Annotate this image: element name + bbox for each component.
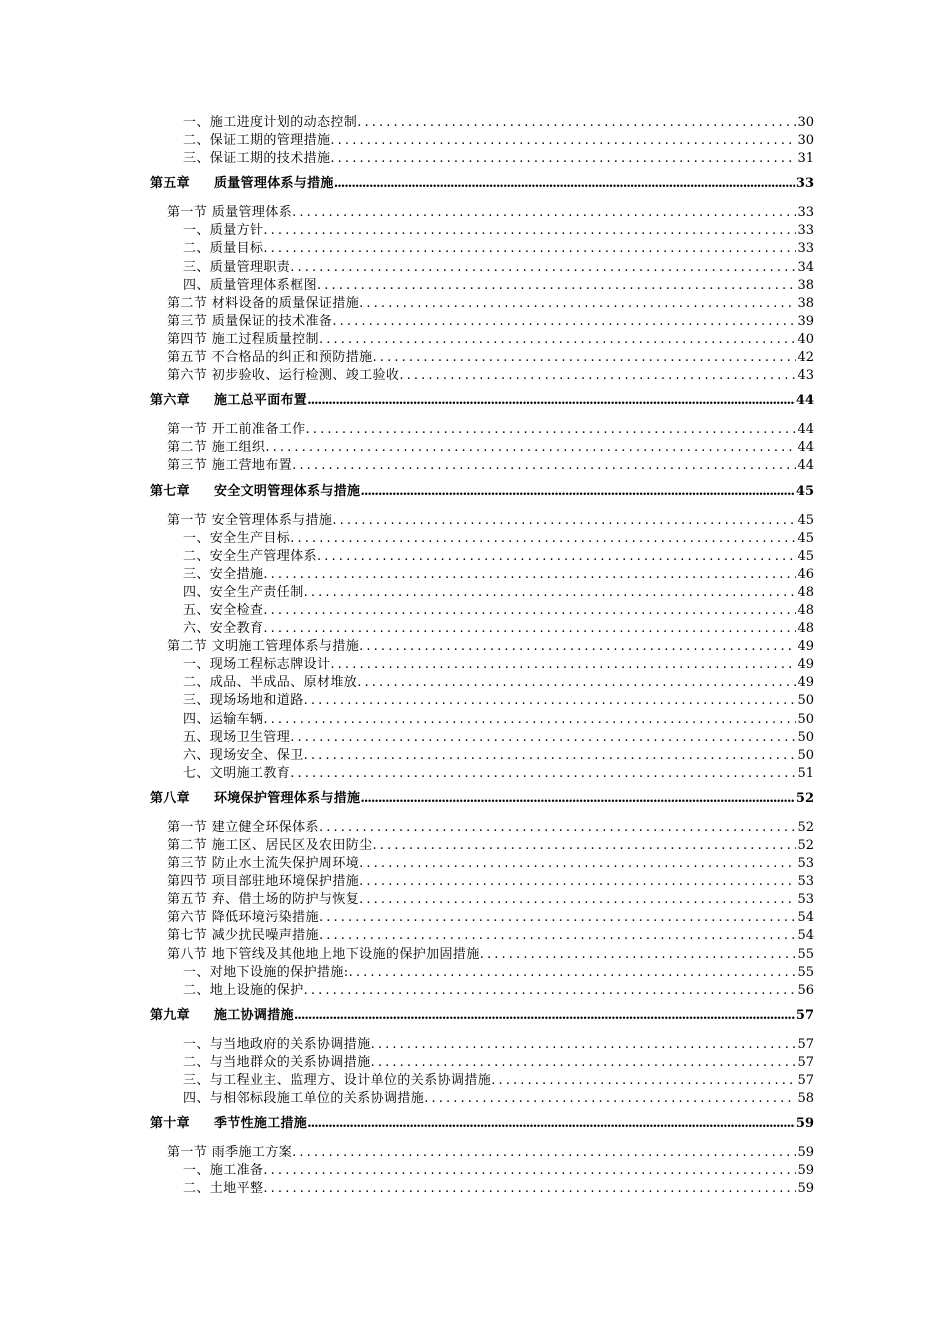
chapter-number: 第十章 [150,1116,190,1132]
dot-leader [332,512,796,530]
toc-entry-label: 第三节 施工营地布置 [167,458,293,474]
page-number: 59 [795,1116,814,1132]
toc-entry-label: 第一节 质量管理体系 [167,205,293,221]
toc-subsection[interactable] [150,259,814,277]
dot-leader [292,1144,796,1162]
page-number: 53 [797,892,814,908]
toc-subsection[interactable] [150,1162,814,1180]
toc-section[interactable] [150,638,814,656]
dot-leader [330,132,796,150]
chapter-number: 第六章 [150,393,190,409]
toc-entry-label: 第一节 安全管理体系与措施 [167,512,333,528]
dot-leader [359,873,796,891]
toc-entry-label: 第二节 材料设备的质量保证措施 [167,295,360,311]
dot-leader [263,240,796,258]
page-number: 44 [797,458,814,474]
toc-subsection[interactable] [150,1054,814,1072]
dot-leader [371,1036,797,1054]
chapter-heading [150,392,307,410]
toc-entry-label: 一、施工准备 [183,1163,264,1179]
toc-section[interactable] [150,819,814,837]
toc-entry-label: 四、与相邻标段施工单位的关系协调措施 [183,1091,425,1107]
toc-entry-label: 二、成品、半成品、原材堆放 [183,675,358,691]
page-number: 44 [797,422,814,438]
dot-leader [292,204,796,222]
toc-subsection[interactable] [150,1036,814,1054]
dot-leader [357,674,796,692]
toc-section[interactable] [150,855,814,873]
dot-leader [373,837,797,855]
chapter-heading [150,175,334,193]
dot-leader [294,1007,795,1025]
page-number: 31 [797,151,814,167]
toc-entry-label: 第二节 施工组织 [167,440,266,456]
dot-leader [334,175,795,193]
toc-section[interactable] [150,204,814,222]
toc-chapter[interactable] [150,175,814,193]
toc-entry-label: 三、现场场地和道路 [183,693,304,709]
dot-leader [292,457,796,475]
toc-section[interactable] [150,421,814,439]
page-number: 44 [795,393,814,409]
toc-entry-label: 一、质量方针 [183,223,264,239]
page-number: 59 [797,1145,814,1161]
page-number: 50 [797,729,814,745]
page-number: 33 [797,205,814,221]
page-number: 30 [797,133,814,149]
page-number: 39 [797,313,814,329]
toc-entry-label: 二、保证工期的管理措施 [183,133,331,149]
toc-subsection[interactable] [150,1072,814,1090]
dot-leader [304,982,797,1000]
toc-entry-label: 第一节 建立健全环保体系 [167,819,319,835]
page-number: 52 [797,838,814,853]
toc-section[interactable] [150,946,814,964]
toc-entry-label: 六、安全教育 [183,621,264,637]
page-number: 48 [797,584,814,600]
dot-leader [330,656,796,674]
toc-chapter[interactable] [150,1007,814,1025]
page-number: 53 [797,874,814,890]
dot-leader [317,277,796,295]
page-number: 34 [797,259,814,275]
page-number: 48 [797,621,814,637]
page-number: 49 [797,657,814,673]
toc-subsection[interactable] [150,602,814,620]
dot-leader [263,711,796,729]
page-number: 52 [797,819,814,835]
page-number: 55 [797,964,814,980]
toc-chapter[interactable] [150,392,814,410]
toc-section[interactable] [150,295,814,313]
page-number: 49 [797,675,814,691]
toc-subsection[interactable] [150,982,814,1000]
toc-section[interactable] [150,349,814,367]
toc-subsection[interactable] [150,530,814,548]
dot-leader [319,331,797,349]
dot-leader [319,909,797,927]
dot-leader [359,295,796,313]
toc-entry-label: 二、土地平整 [183,1181,264,1197]
page-number: 58 [797,1091,814,1107]
dot-leader [306,421,797,439]
toc-subsection[interactable] [150,132,814,150]
chapter-title: 施工总平面布置 [214,393,308,409]
toc-entry-label: 一、现场工程标志牌设计 [183,657,331,673]
dot-leader [290,729,796,747]
page-number: 50 [797,711,814,727]
page-number: 33 [795,176,814,192]
dot-leader [317,548,796,566]
chapter-heading [150,1007,294,1025]
dot-leader [263,1162,796,1180]
toc-entry-label: 三、与工程业主、监理方、设计单位的关系协调措施 [183,1073,492,1089]
toc-section[interactable] [150,927,814,945]
page-number: 43 [797,368,814,384]
page-number: 59 [797,1181,814,1197]
toc-subsection[interactable] [150,240,814,258]
page-number: 45 [795,483,814,499]
toc-subsection[interactable] [150,620,814,638]
dot-leader [359,638,796,656]
toc-entry-label: 第一节 开工前准备工作 [167,422,306,438]
toc-subsection[interactable] [150,222,814,240]
toc-entry-label: 二、质量目标 [183,241,264,257]
toc-subsection[interactable] [150,277,814,295]
dot-leader [359,891,796,909]
dot-leader [304,692,797,710]
page-number: 48 [797,602,814,618]
dot-leader [491,1072,796,1090]
page-number: 44 [797,440,814,456]
dot-leader [290,259,796,277]
dot-leader [263,222,796,240]
toc-section[interactable] [150,1144,814,1162]
dot-leader [263,602,796,620]
page-number: 57 [797,1054,814,1070]
chapter-heading [150,483,360,501]
toc-subsection[interactable] [150,566,814,584]
toc-entry-label: 第三节 质量保证的技术准备 [167,313,333,329]
page-number: 40 [797,331,814,347]
page-number: 56 [797,982,814,998]
toc-entry-label: 第一节 雨季施工方案 [167,1145,293,1161]
toc-entry-label: 第五节 不合格品的纠正和预防措施 [167,350,373,366]
dot-leader [307,392,795,410]
toc-section[interactable] [150,512,814,530]
toc-entry-label: 六、现场安全、保卫 [183,747,304,763]
chapter-heading [150,1115,307,1133]
table-of-contents [150,114,814,1199]
toc-section[interactable] [150,313,814,331]
toc-subsection[interactable] [150,692,814,710]
chapter-heading [150,790,360,808]
dot-leader [480,946,797,964]
page-number: 59 [797,1163,814,1179]
chapter-title: 季节性施工措施 [214,1116,308,1132]
page-number: 53 [797,856,814,872]
page-number: 49 [797,639,814,655]
toc-section[interactable] [150,891,814,909]
toc-subsection[interactable] [150,711,814,729]
page-number: 38 [797,277,814,293]
toc-entry-label: 二、与当地群众的关系协调措施 [183,1054,371,1070]
dot-leader [373,349,797,367]
dot-leader [304,584,797,602]
toc-entry-label: 第六节 初步验收、运行检测、竣工验收 [167,368,400,384]
dot-leader [319,819,797,837]
dot-leader [424,1090,796,1108]
toc-entry-label: 五、现场卫生管理 [183,729,291,745]
toc-entry-label: 第三节 防止水土流失保护周环境 [167,856,360,872]
dot-leader [360,483,795,501]
chapter-title: 施工协调措施 [214,1007,294,1023]
toc-chapter[interactable] [150,1115,814,1133]
dot-leader [360,790,795,808]
dot-leader [263,566,796,584]
toc-subsection[interactable] [150,674,814,692]
page-number: 51 [797,765,814,781]
toc-subsection[interactable] [150,1090,814,1108]
toc-entry-label: 第二节 文明施工管理体系与措施 [167,639,360,655]
dot-leader [304,747,797,765]
page-number: 54 [797,928,814,944]
toc-section[interactable] [150,367,814,385]
toc-section[interactable] [150,873,814,891]
page-number: 50 [797,693,814,709]
page-number: 52 [795,790,814,806]
dot-leader [359,855,796,873]
dot-leader [349,964,797,982]
toc-subsection[interactable] [150,114,814,132]
dot-leader [371,1054,797,1072]
toc-section[interactable] [150,909,814,927]
toc-entry-label: 三、质量管理职责 [183,259,291,275]
chapter-number: 第七章 [150,483,190,499]
toc-subsection[interactable] [150,729,814,747]
toc-chapter[interactable] [150,790,814,808]
page-number: 54 [797,910,814,926]
page-number: 45 [797,512,814,528]
dot-leader [399,367,796,385]
page-number: 55 [797,946,814,962]
toc-section[interactable] [150,837,814,855]
toc-entry-label: 一、施工进度计划的动态控制 [183,115,358,130]
toc-entry-label: 一、对地下设施的保护措施: [183,964,349,980]
dot-leader [357,114,796,132]
chapter-number: 第五章 [150,176,190,192]
chapter-title: 质量管理体系与措施 [214,176,334,192]
page-number: 45 [797,530,814,546]
page-number: 38 [797,295,814,311]
toc-chapter[interactable] [150,483,814,501]
toc-section[interactable] [150,439,814,457]
toc-entry-label: 第六节 降低环境污染措施 [167,910,319,926]
toc-entry-label: 二、地上设施的保护 [183,982,304,998]
page-number: 57 [797,1036,814,1052]
dot-leader [307,1115,795,1133]
toc-entry-label: 第七节 减少扰民噪声措施 [167,928,319,944]
chapter-number: 第八章 [150,790,190,806]
toc-subsection[interactable] [150,656,814,674]
page-number: 57 [797,1073,814,1089]
toc-entry-label: 四、安全生产责任制 [183,584,304,600]
toc-entry-label: 四、运输车辆 [183,711,264,727]
page-number: 33 [797,241,814,257]
page-number: 46 [797,566,814,582]
toc-section[interactable] [150,457,814,475]
toc-subsection[interactable] [150,747,814,765]
toc-subsection[interactable] [150,584,814,602]
dot-leader [319,927,797,945]
toc-entry-label: 二、安全生产管理体系 [183,548,318,564]
chapter-title: 安全文明管理体系与措施 [214,483,361,499]
toc-entry-label: 一、安全生产目标 [183,530,291,546]
page-number: 42 [797,350,814,366]
dot-leader [330,150,796,168]
toc-subsection[interactable] [150,1180,814,1198]
dot-leader [290,765,796,783]
toc-entry-label: 七、文明施工教育 [183,765,291,781]
page-number: 30 [797,115,814,130]
toc-subsection[interactable] [150,964,814,982]
dot-leader [290,530,796,548]
dot-leader [263,620,796,638]
toc-entry-label: 第四节 项目部驻地环境保护措施 [167,874,360,890]
toc-entry-label: 五、安全检查 [183,602,264,618]
toc-entry-label: 第四节 施工过程质量控制 [167,331,319,347]
page-number: 45 [797,548,814,564]
dot-leader [332,313,796,331]
dot-leader [265,439,796,457]
toc-entry-label: 第二节 施工区、居民区及农田防尘 [167,838,373,853]
toc-subsection[interactable] [150,548,814,566]
toc-entry-label: 第八节 地下管线及其他地上地下设施的保护加固措施 [167,946,480,962]
toc-section[interactable] [150,331,814,349]
chapter-title: 环境保护管理体系与措施 [214,790,361,806]
page-number: 33 [797,223,814,239]
toc-entry-label: 第五节 弃、借土场的防护与恢复 [167,892,360,908]
page-number: 50 [797,747,814,763]
toc-entry-label: 三、安全措施 [183,566,264,582]
toc-entry-label: 四、质量管理体系框图 [183,277,318,293]
toc-subsection[interactable] [150,150,814,168]
toc-entry-label: 一、与当地政府的关系协调措施 [183,1036,371,1052]
chapter-number: 第九章 [150,1007,190,1023]
toc-subsection[interactable] [150,765,814,783]
dot-leader [263,1180,796,1198]
toc-entry-label: 三、保证工期的技术措施 [183,151,331,167]
page-number: 57 [795,1007,814,1023]
